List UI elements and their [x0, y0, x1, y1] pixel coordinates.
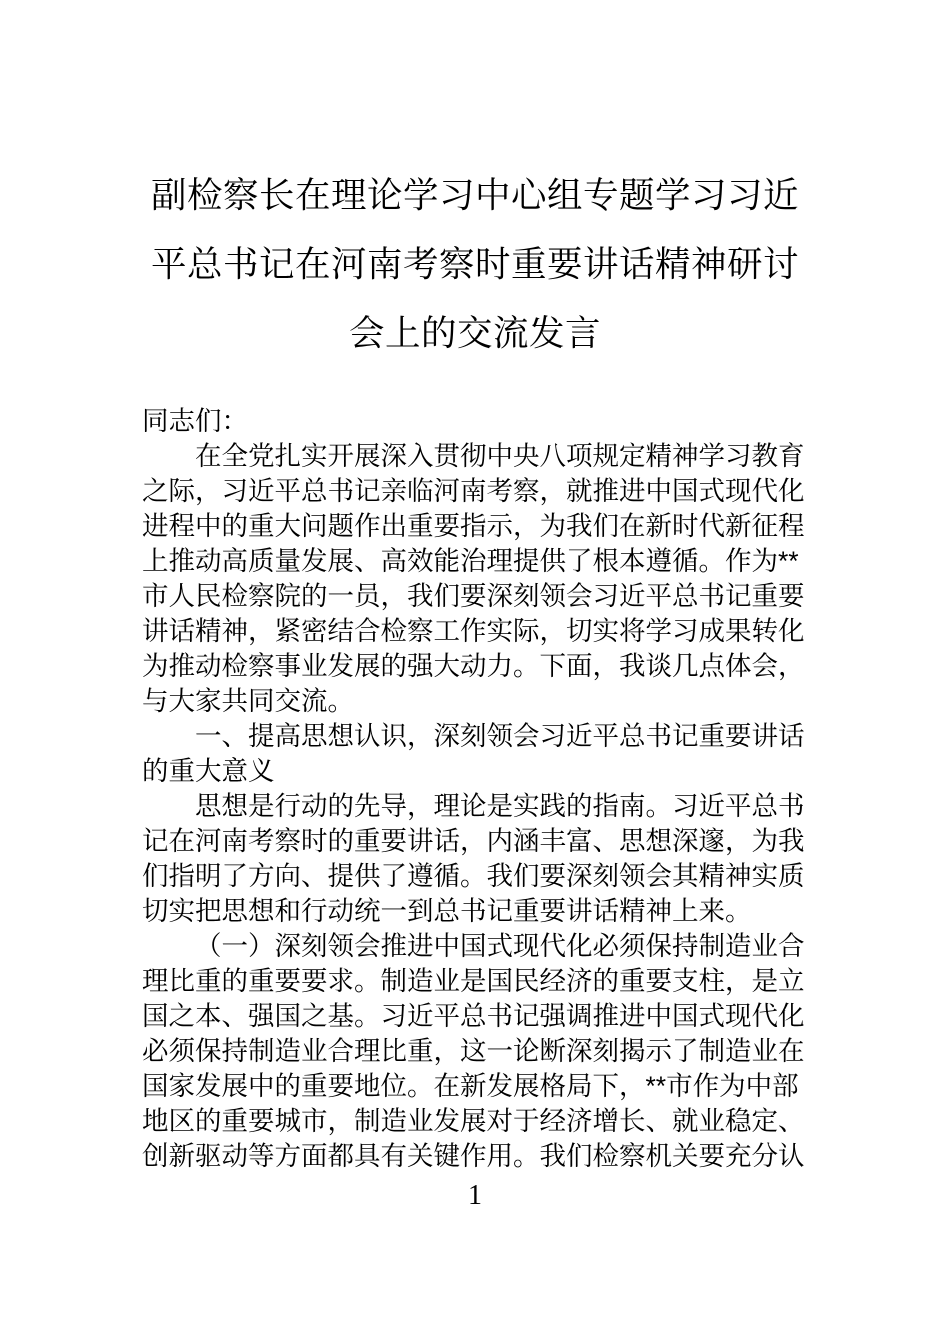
paragraph-section-1-heading — [142, 719, 808, 789]
text-line: 一、提高思想认识，深刻领会习近平总书记重要讲话 — [195, 721, 805, 751]
text-line: 理比重的重要要求。制造业是国民经济的重要支柱，是立 — [142, 966, 805, 996]
text-line: 的重大意义 — [142, 756, 275, 786]
title-line: 副检察长在理论学习中心组专题学习习近 — [150, 175, 799, 215]
document-title — [135, 0, 815, 368]
text-line: 进程中的重大问题作出重要指示，为我们在新时代新征程 — [142, 511, 805, 541]
text-line: 地区的重要城市，制造业发展对于经济增长、就业稳定、 — [142, 1106, 805, 1136]
paragraph-section-1-lead — [142, 789, 808, 929]
paragraph-salutation — [142, 404, 808, 439]
title-line: 会上的交流发言 — [348, 313, 601, 353]
text-line: 上推动高质量发展、高效能治理提供了根本遵循。作为** — [142, 546, 799, 576]
text-line: 创新驱动等方面都具有关键作用。我们检察机关要充分认 — [142, 1141, 805, 1171]
paragraph-section-1-point-1 — [142, 929, 808, 1174]
text-line: 同志们： — [142, 406, 248, 436]
text-line: 记在河南考察时的重要讲话，内涵丰富、思想深邃，为我 — [142, 826, 805, 856]
text-line: 为推动检察事业发展的强大动力。下面，我谈几点体会， — [142, 651, 805, 681]
text-line: 们指明了方向、提供了遵循。我们要深刻领会其精神实质 — [142, 861, 805, 891]
text-line: 思想是行动的先导，理论是实践的指南。习近平总书 — [195, 791, 805, 821]
text-line: 在全党扎实开展深入贯彻中央八项规定精神学习教育 — [195, 441, 805, 471]
text-line: 国之本、强国之基。习近平总书记强调推进中国式现代化 — [142, 1001, 805, 1031]
text-line: 之际，习近平总书记亲临河南考察，就推进中国式现代化 — [142, 476, 805, 506]
text-line: 切实把思想和行动统一到总书记重要讲话精神上来。 — [142, 896, 752, 926]
text-line: 讲话精神，紧密结合检察工作实际，切实将学习成果转化 — [142, 616, 805, 646]
text-line: 与大家共同交流。 — [142, 686, 354, 716]
text-line: 国家发展中的重要地位。在新发展格局下，**市作为中部 — [142, 1071, 799, 1101]
paragraph-intro — [142, 439, 808, 719]
document-body — [142, 404, 808, 1174]
text-line: （一）深刻领会推进中国式现代化必须保持制造业合 — [195, 931, 805, 961]
text-line: 市人民检察院的一员，我们要深刻领会习近平总书记重要 — [142, 581, 805, 611]
text-line: 必须保持制造业合理比重，这一论断深刻揭示了制造业在 — [142, 1036, 805, 1066]
page-number: 1 — [468, 1180, 482, 1211]
title-line: 平总书记在河南考察时重要讲话精神研讨 — [150, 244, 799, 284]
